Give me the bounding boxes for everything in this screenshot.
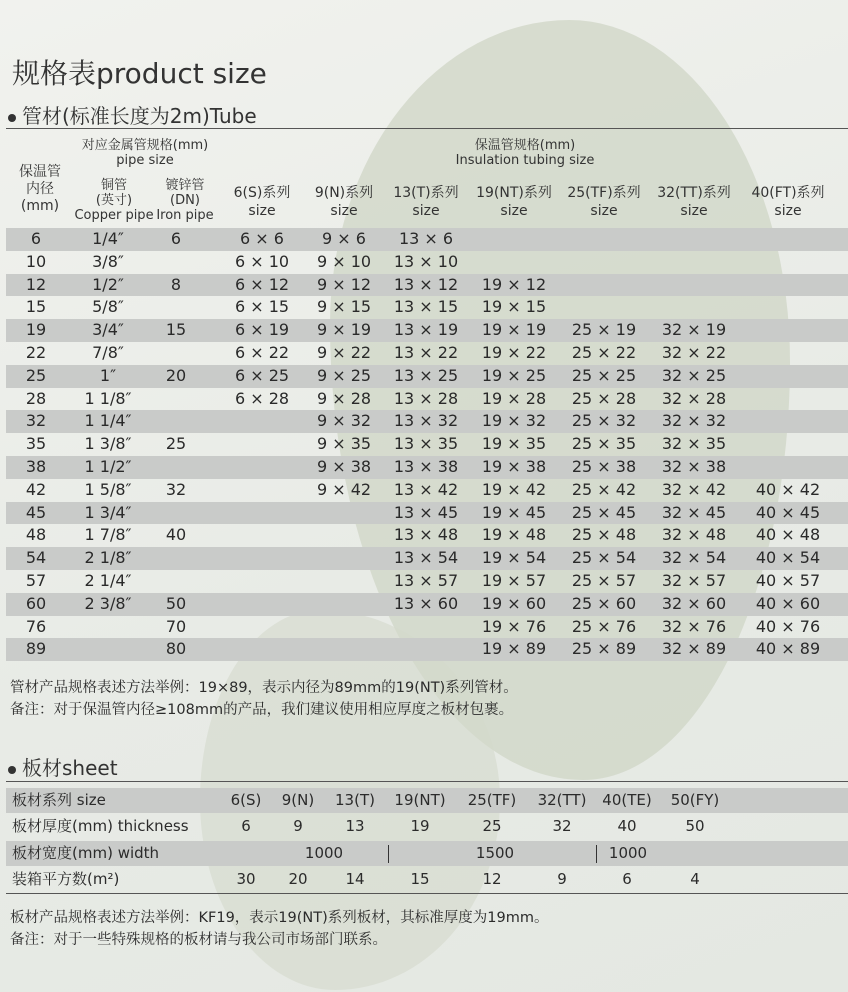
- table-cell: 32 × 32: [661, 411, 727, 431]
- sheet-area-value: 30: [236, 870, 256, 888]
- table-row: [6, 593, 848, 616]
- table-cell: 6 × 19: [234, 320, 290, 340]
- table-cell: 12: [25, 274, 47, 294]
- table-cell: 13 × 35: [393, 434, 459, 454]
- series-header-name: 13(T)系列: [393, 185, 459, 201]
- sheet-heading-text: 板材sheet: [22, 756, 118, 780]
- table-cell: 9 × 19: [316, 320, 372, 340]
- table-cell: 5/8″: [92, 297, 124, 317]
- table-cell: 19 × 48: [481, 525, 547, 545]
- table-cell: 32 × 25: [661, 365, 727, 385]
- table-cell: 25 × 19: [571, 320, 637, 340]
- sheet-area-value: 14: [345, 870, 365, 888]
- table-cell: 42: [25, 479, 47, 499]
- width-separator: [388, 845, 389, 863]
- table-cell: 3/4″: [92, 320, 124, 340]
- table-cell: 25 × 60: [571, 593, 637, 613]
- iron-header-line1: 镀锌管: [165, 178, 205, 193]
- table-row: [6, 410, 848, 433]
- inner-diameter-header: [8, 164, 72, 215]
- table-cell: 40 × 57: [755, 570, 821, 590]
- sheet-width-value: 1000: [304, 844, 344, 862]
- sheet-width-value: 1000: [608, 844, 648, 862]
- table-row: [6, 342, 848, 365]
- table-cell: 1 1/8″: [84, 388, 132, 408]
- sheet-thickness-value: 25: [482, 817, 502, 835]
- sheet-area-value: 9: [557, 870, 567, 888]
- sheet-section-heading: [8, 752, 118, 781]
- table-cell: 9 × 6: [322, 229, 366, 248]
- series-header-sub: size: [248, 203, 276, 219]
- table-cell: 6 × 22: [234, 342, 290, 362]
- sheet-thickness-value: 13: [345, 817, 365, 835]
- tube-top-rule: [6, 128, 848, 129]
- sheet-bottom-rule: [6, 893, 848, 894]
- series-header: [376, 184, 476, 220]
- series-header-sub: size: [590, 203, 618, 219]
- table-cell: 6: [30, 229, 42, 248]
- table-cell: 13 × 10: [393, 251, 459, 271]
- iron-header-line2: (DN): [170, 193, 200, 208]
- table-cell: 32 × 22: [661, 342, 727, 362]
- series-header: [738, 184, 838, 220]
- table-cell: 38: [25, 456, 47, 476]
- table-cell: 25 × 76: [571, 616, 637, 636]
- table-cell: 32 × 76: [661, 616, 727, 636]
- table-cell: 19 × 76: [481, 616, 547, 636]
- table-cell: 40 × 48: [755, 525, 821, 545]
- copper-header-line1: 铜管: [100, 178, 127, 193]
- table-cell: 32 × 57: [661, 570, 727, 590]
- table-cell: 9 × 28: [316, 388, 372, 408]
- series-header-sub: size: [774, 203, 802, 219]
- table-cell: 19 × 42: [481, 479, 547, 499]
- table-cell: 25 × 48: [571, 525, 637, 545]
- table-cell: 19 × 54: [481, 548, 547, 568]
- series-header-sub: size: [500, 203, 528, 219]
- table-cell: 9 × 25: [316, 365, 372, 385]
- sheet-area-value: 15: [410, 870, 430, 888]
- table-cell: 13 × 6: [398, 229, 454, 248]
- table-cell: 19 × 57: [481, 570, 547, 590]
- table-cell: 89: [25, 639, 47, 659]
- page-title: 规格表product size: [12, 57, 267, 90]
- table-cell: 40 × 76: [755, 616, 821, 636]
- table-cell: 19 × 45: [481, 502, 547, 522]
- table-cell: 9 × 35: [316, 434, 372, 454]
- sheet-area-value: 12: [482, 870, 502, 888]
- tube-heading-text: 管材(标准长度为2m)Tube: [22, 104, 257, 128]
- sheet-thickness-value: 9: [293, 817, 303, 835]
- sheet-area-value: 6: [622, 870, 632, 888]
- insulation-header-en: Insulation tubing size: [455, 153, 595, 168]
- table-cell: 6 × 6: [240, 229, 284, 248]
- id-header-line2: 内径: [26, 181, 54, 197]
- table-cell: 13 × 42: [393, 479, 459, 499]
- series-header-name: 25(TF)系列: [567, 185, 641, 201]
- table-row: [6, 638, 848, 661]
- sheet-series-value: 40(TE): [602, 791, 652, 809]
- table-cell: 40 × 89: [755, 639, 821, 659]
- table-cell: 1 1/2″: [84, 456, 132, 476]
- table-row: [6, 547, 848, 570]
- table-cell: 9 × 22: [316, 342, 372, 362]
- table-cell: 19 × 12: [481, 274, 547, 294]
- table-row: [6, 616, 848, 639]
- table-cell: 9 × 15: [316, 297, 372, 317]
- sheet-series-value: 25(TF): [467, 791, 517, 809]
- series-header-name: 9(N)系列: [314, 185, 374, 201]
- table-cell: 19 × 89: [481, 639, 547, 659]
- table-cell: 2 1/8″: [84, 548, 132, 568]
- table-cell: 19 × 19: [481, 320, 547, 340]
- table-row: [6, 502, 848, 525]
- table-cell: 9 × 32: [316, 411, 372, 431]
- table-cell: 1″: [99, 365, 117, 385]
- table-cell: 25 × 28: [571, 388, 637, 408]
- table-cell: 13 × 12: [393, 274, 459, 294]
- table-cell: 32: [25, 411, 47, 431]
- sheet-area-value: 20: [288, 870, 308, 888]
- sheet-thickness-value: 40: [617, 817, 637, 835]
- copper-header: [74, 178, 154, 223]
- table-cell: 9 × 42: [316, 479, 372, 499]
- table-cell: 13 × 15: [393, 297, 459, 317]
- table-cell: 19 × 35: [481, 434, 547, 454]
- width-separator: [596, 845, 597, 863]
- table-cell: 25 × 35: [571, 434, 637, 454]
- table-cell: 1 1/4″: [84, 411, 132, 431]
- table-cell: 22: [25, 342, 47, 362]
- sheet-top-rule: [6, 781, 848, 782]
- table-cell: 19 × 60: [481, 593, 547, 613]
- sheet-thickness-label: 板材厚度(mm) thickness: [12, 817, 189, 835]
- metal-pipe-header-en: pipe size: [116, 153, 174, 168]
- table-cell: 80: [165, 639, 187, 659]
- table-cell: 13 × 32: [393, 411, 459, 431]
- bullet-icon: [8, 114, 16, 122]
- table-cell: 57: [25, 570, 47, 590]
- table-cell: 32 × 35: [661, 434, 727, 454]
- table-cell: 19 × 32: [481, 411, 547, 431]
- bullet-icon: [8, 766, 16, 774]
- table-cell: 1 5/8″: [84, 479, 132, 499]
- table-cell: 40 × 45: [755, 502, 821, 522]
- series-header: [644, 184, 744, 220]
- table-row: [6, 296, 848, 319]
- sheet-thickness-value: 6: [241, 817, 251, 835]
- table-cell: 25 × 57: [571, 570, 637, 590]
- sheet-thickness-value: 32: [552, 817, 572, 835]
- tube-table: [6, 228, 848, 661]
- tube-section-heading: [8, 100, 257, 129]
- sheet-thickness-row: [6, 814, 848, 839]
- table-cell: 25 × 22: [571, 342, 637, 362]
- table-cell: 20: [165, 365, 187, 385]
- table-row: [6, 274, 848, 297]
- table-cell: 2 1/4″: [84, 570, 132, 590]
- table-cell: 28: [25, 388, 47, 408]
- table-row: [6, 365, 848, 388]
- insulation-header-zh: 保温管规格(mm): [474, 138, 576, 153]
- table-cell: 54: [25, 548, 47, 568]
- table-cell: 13 × 57: [393, 570, 459, 590]
- table-cell: 6 × 25: [234, 365, 290, 385]
- table-cell: 13 × 25: [393, 365, 459, 385]
- series-header-name: 32(TT)系列: [657, 185, 731, 201]
- table-cell: 40 × 60: [755, 593, 821, 613]
- table-cell: 13 × 19: [393, 320, 459, 340]
- sheet-series-value: 19(NT): [394, 791, 446, 809]
- insulation-header: [400, 138, 650, 168]
- table-cell: 70: [165, 616, 187, 636]
- iron-header-line3: Iron pipe: [156, 208, 214, 223]
- table-row: [6, 251, 848, 274]
- sheet-area-row: [6, 867, 848, 892]
- iron-header: [154, 178, 216, 223]
- sheet-note-example: 板材产品规格表述方法举例：KF19，表示19(NT)系列板材，其标准厚度为19mm。: [10, 910, 549, 926]
- table-cell: 40 × 54: [755, 548, 821, 568]
- table-cell: 25: [25, 365, 47, 385]
- table-cell: 25 × 32: [571, 411, 637, 431]
- table-cell: 10: [25, 251, 47, 271]
- table-cell: 15: [165, 320, 187, 340]
- sheet-width-row: [6, 841, 848, 866]
- series-header: [464, 184, 564, 220]
- table-cell: 13 × 22: [393, 342, 459, 362]
- table-cell: 1 3/4″: [84, 502, 132, 522]
- table-cell: 32 × 89: [661, 639, 727, 659]
- sheet-width-value: 1500: [475, 844, 515, 862]
- sheet-thickness-value: 50: [685, 817, 705, 835]
- table-cell: 25 × 54: [571, 548, 637, 568]
- sheet-area-label: 装箱平方数(m²): [12, 870, 120, 888]
- copper-header-line3: Copper pipe: [74, 208, 154, 223]
- sheet-series-label: 板材系列 size: [12, 791, 106, 809]
- table-cell: 6 × 28: [234, 388, 290, 408]
- table-row: [6, 228, 848, 251]
- table-cell: 25 × 42: [571, 479, 637, 499]
- table-cell: 32 × 28: [661, 388, 727, 408]
- table-cell: 35: [25, 434, 47, 454]
- table-cell: 1 7/8″: [84, 525, 132, 545]
- table-cell: 13 × 60: [393, 593, 459, 613]
- table-cell: 13 × 45: [393, 502, 459, 522]
- table-cell: 32 × 38: [661, 456, 727, 476]
- table-row: [6, 456, 848, 479]
- table-cell: 19 × 38: [481, 456, 547, 476]
- table-row: [6, 433, 848, 456]
- id-header-line1: 保温管: [19, 164, 61, 180]
- sheet-area-value: 4: [690, 870, 700, 888]
- table-cell: 19 × 22: [481, 342, 547, 362]
- table-cell: 13 × 48: [393, 525, 459, 545]
- table-row: [6, 388, 848, 411]
- table-cell: 32: [165, 479, 187, 499]
- tube-note-remark: 备注：对于保温管内径≥108mm的产品，我们建议使用相应厚度之板材包裹。: [10, 702, 514, 718]
- sheet-note-remark: 备注：对于一些特殊规格的板材请与我公司市场部门联系。: [10, 932, 387, 948]
- table-cell: 19 × 28: [481, 388, 547, 408]
- table-cell: 7/8″: [92, 342, 124, 362]
- sheet-series-value: 50(FY): [670, 791, 720, 809]
- table-row: [6, 570, 848, 593]
- table-cell: 25: [165, 434, 187, 454]
- sheet-series-row: [6, 788, 848, 813]
- table-cell: 50: [165, 593, 187, 613]
- table-cell: 60: [25, 593, 47, 613]
- table-row: [6, 524, 848, 547]
- table-cell: 13 × 28: [393, 388, 459, 408]
- table-cell: 19 × 25: [481, 365, 547, 385]
- table-row: [6, 319, 848, 342]
- sheet-width-label: 板材宽度(mm) width: [12, 844, 160, 862]
- table-cell: 6 × 12: [234, 274, 290, 294]
- table-cell: 8: [170, 274, 182, 294]
- table-cell: 9 × 12: [316, 274, 372, 294]
- sheet-series-value: 6(S): [230, 791, 262, 809]
- table-cell: 1/4″: [92, 229, 124, 248]
- table-cell: 25 × 89: [571, 639, 637, 659]
- table-cell: 19: [25, 320, 47, 340]
- table-cell: 19 × 15: [481, 297, 547, 317]
- table-cell: 32 × 45: [661, 502, 727, 522]
- table-cell: 3/8″: [92, 251, 124, 271]
- series-header: [554, 184, 654, 220]
- sheet-series-value: 32(TT): [537, 791, 587, 809]
- series-header-sub: size: [330, 203, 358, 219]
- table-cell: 25 × 25: [571, 365, 637, 385]
- table-cell: 9 × 38: [316, 456, 372, 476]
- sheet-series-value: 13(T): [335, 791, 375, 809]
- table-cell: 1/2″: [92, 274, 124, 294]
- table-cell: 25 × 45: [571, 502, 637, 522]
- table-cell: 13 × 38: [393, 456, 459, 476]
- table-cell: 48: [25, 525, 47, 545]
- id-header-line3: (mm): [20, 198, 60, 214]
- table-row: [6, 479, 848, 502]
- series-header-sub: size: [680, 203, 708, 219]
- metal-pipe-header-zh: 对应金属管规格(mm): [81, 138, 209, 153]
- table-cell: 40: [165, 525, 187, 545]
- series-header-name: 40(FT)系列: [751, 185, 825, 201]
- table-cell: 6 × 15: [234, 297, 290, 317]
- sheet-thickness-value: 19: [410, 817, 430, 835]
- table-cell: 2 3/8″: [84, 593, 132, 613]
- table-cell: 32 × 48: [661, 525, 727, 545]
- metal-pipe-header: [60, 138, 230, 168]
- table-cell: 6 × 10: [234, 251, 290, 271]
- series-header-sub: size: [412, 203, 440, 219]
- table-cell: 40 × 42: [755, 479, 821, 499]
- series-header-name: 19(NT)系列: [476, 185, 552, 201]
- table-cell: 25 × 38: [571, 456, 637, 476]
- copper-header-line2: (英寸): [95, 193, 133, 208]
- table-cell: 32 × 42: [661, 479, 727, 499]
- table-cell: 45: [25, 502, 47, 522]
- table-cell: 1 3/8″: [84, 434, 132, 454]
- table-cell: 13 × 54: [393, 548, 459, 568]
- table-cell: 32 × 19: [661, 320, 727, 340]
- tube-note-example: 管材产品规格表述方法举例：19×89，表示内径为89mm的19(NT)系列管材。: [10, 680, 518, 696]
- table-cell: 9 × 10: [316, 251, 372, 271]
- table-cell: 15: [25, 297, 47, 317]
- series-header-name: 6(S)系列: [233, 185, 291, 201]
- sheet-series-value: 9(N): [281, 791, 315, 809]
- table-cell: 32 × 54: [661, 548, 727, 568]
- table-cell: 76: [25, 616, 47, 636]
- table-cell: 6: [170, 229, 182, 248]
- table-cell: 32 × 60: [661, 593, 727, 613]
